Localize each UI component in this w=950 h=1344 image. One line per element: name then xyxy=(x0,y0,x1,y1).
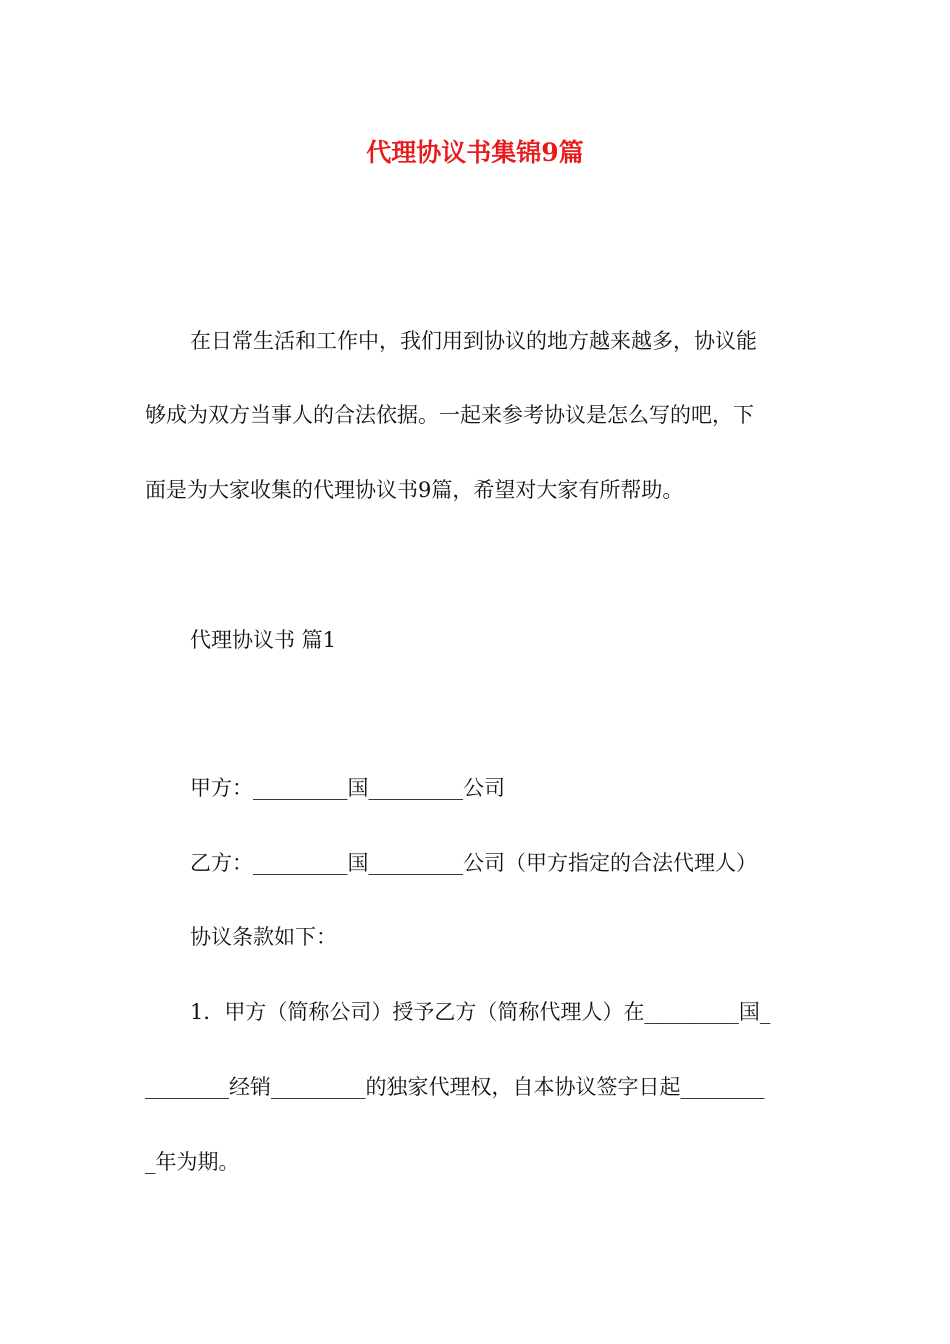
clause-1-line-3: _年为期。 xyxy=(145,1150,240,1174)
intro-line-3: 面是为大家收集的代理协议书9篇，希望对大家有所帮助。 xyxy=(145,478,684,502)
section-heading: 代理协议书 篇1 xyxy=(190,628,337,652)
intro-line-2: 够成为双方当事人的合法依据。一起来参考协议是怎么写的吧，下 xyxy=(145,403,754,427)
clause-1-line-1: 1．甲方（简称公司）授予乙方（简称代理人）在_________国_ xyxy=(190,1000,771,1024)
terms-intro: 协议条款如下： xyxy=(190,925,337,949)
clause-1-line-2: ________经销_________的独家代理权，自本协议签字日起________ xyxy=(145,1075,765,1099)
document-title: 代理协议书集锦9篇 xyxy=(366,138,584,167)
party-b-line: 乙方：_________国_________公司（甲方指定的合法代理人） xyxy=(190,851,757,875)
intro-line-1: 在日常生活和工作中，我们用到协议的地方越来越多，协议能 xyxy=(190,329,757,353)
party-a-line: 甲方：_________国_________公司 xyxy=(190,776,505,800)
